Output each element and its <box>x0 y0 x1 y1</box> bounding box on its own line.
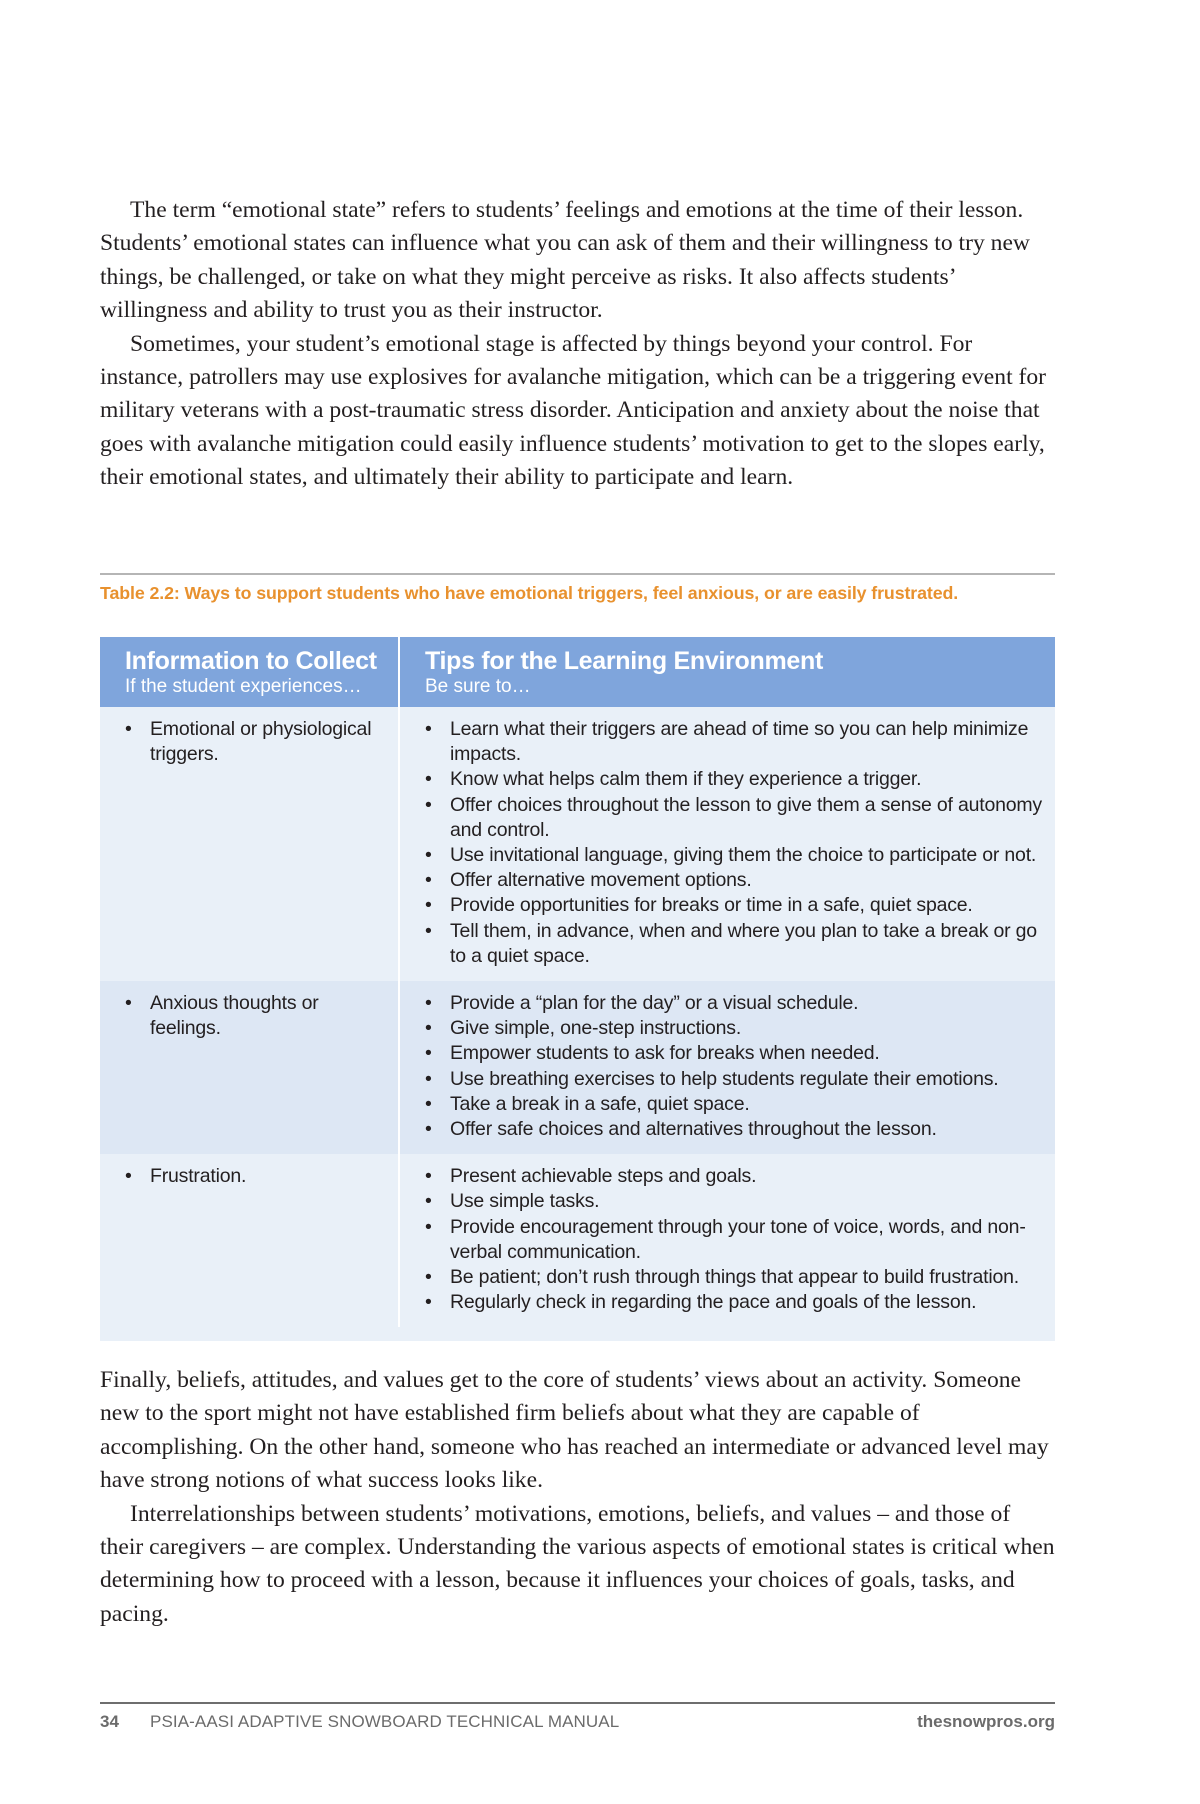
page-number: 34 <box>100 1712 119 1731</box>
header-title: Information to Collect <box>125 647 377 675</box>
header-info-to-collect <box>100 637 400 707</box>
list-item: • Provide opportunities for breaks or time in a safe, quiet space. <box>425 893 1045 918</box>
info-cell <box>100 707 400 981</box>
support-table <box>100 637 1055 1341</box>
tips-cell <box>400 981 1055 1154</box>
list-item: • Offer alternative movement options. <box>425 868 1045 893</box>
outro-text <box>100 1364 1055 1631</box>
outro-paragraph-1: Finally, beliefs, attitudes, and values get to the core of students’ views about an activity. Someone new to the sport might not have established firm beliefs about what they are capable of accomplishing. On the other hand, someone who has reached an intermediate or advanced level may have strong notions of what success looks like. <box>100 1367 1049 1494</box>
list-item: • Know what helps calm them if they experience a trigger. <box>425 767 1045 792</box>
list-item: • Frustration. <box>125 1164 388 1189</box>
table-header <box>100 637 1055 707</box>
list-item: • Empower students to ask for breaks when needed. <box>425 1041 1045 1066</box>
outro-paragraph-2: Interrelationships between students’ motivations, emotions, beliefs, and values – and those of their caregivers – are complex. Understanding the various aspects of emotional states is critical when determining how to proceed with a lesson, because it influences your choices of goals, tasks, and pacing. <box>100 1500 1055 1627</box>
list-item: • Provide a “plan for the day” or a visual schedule. <box>425 991 1045 1016</box>
manual-title: PSIA-AASI ADAPTIVE SNOWBOARD TECHNICAL MANUAL <box>150 1712 620 1731</box>
list-item: • Use simple tasks. <box>425 1189 1045 1214</box>
list-item: • Offer safe choices and alternatives throughout the lesson. <box>425 1117 1045 1142</box>
table-caption: Table 2.2: Ways to support students who have emotional triggers, feel anxious, or are easily frustrated. <box>100 583 959 603</box>
list-item: • Tell them, in advance, when and where you plan to take a break or go to a quiet space. <box>425 919 1045 969</box>
list-item: • Emotional or physiological triggers. <box>125 717 388 767</box>
list-item: • Give simple, one-step instructions. <box>425 1016 1045 1041</box>
intro-paragraph-2: Sometimes, your student’s emotional stage is affected by things beyond your control. For instance, patrollers may use explosives for avalanche mitigation, which can be a triggering event for military veterans with a post-traumatic stress disorder. Anticipation and anxiety about the noise that goes with avalanche mitigation could easily influence students’ motivation to get to the slopes early, their emotional states, and ultimately their ability to participate and learn. <box>100 330 1047 491</box>
intro-paragraph-1: The term “emotional state” refers to students’ feelings and emotions at the time of their lesson. Students’ emotional states can influence what you can ask of them and their willingness to try new things, be challenged, or take on what they might perceive as risks. It also affects students’ willingness and ability to trust you as their instructor. <box>100 197 1030 324</box>
list-item: • Anxious thoughts or feelings. <box>125 991 388 1041</box>
page-footer <box>100 1712 1055 1736</box>
table-row <box>100 1154 1055 1341</box>
header-tips <box>400 637 1055 707</box>
header-subtitle: If the student experiences… <box>125 676 362 697</box>
list-item: • Use breathing exercises to help students regulate their emotions. <box>425 1067 1045 1092</box>
list-item: • Regularly check in regarding the pace and goals of the lesson. <box>425 1290 1045 1315</box>
table-row <box>100 981 1055 1154</box>
list-item: • Be patient; don’t rush through things that appear to build frustration. <box>425 1265 1045 1290</box>
list-item: • Provide encouragement through your tone of voice, words, and non-verbal communication. <box>425 1215 1045 1265</box>
list-item: • Offer choices throughout the lesson to give them a sense of autonomy and control. <box>425 793 1045 843</box>
list-item: • Use invitational language, giving them the choice to participate or not. <box>425 843 1045 868</box>
tips-cell <box>400 707 1055 981</box>
table-row <box>100 707 1055 981</box>
header-subtitle: Be sure to… <box>425 676 531 697</box>
info-cell <box>100 981 400 1154</box>
list-item: • Take a break in a safe, quiet space. <box>425 1092 1045 1117</box>
intro-text <box>100 194 1055 495</box>
website-link[interactable]: thesnowpros.org <box>917 1712 1055 1731</box>
footer-rule <box>100 1702 1055 1704</box>
header-title: Tips for the Learning Environment <box>425 647 824 675</box>
table-top-rule <box>100 573 1055 575</box>
info-cell <box>100 1154 400 1327</box>
tips-cell <box>400 1154 1055 1327</box>
list-item: • Learn what their triggers are ahead of time so you can help minimize impacts. <box>425 717 1045 767</box>
list-item: • Present achievable steps and goals. <box>425 1164 1045 1189</box>
